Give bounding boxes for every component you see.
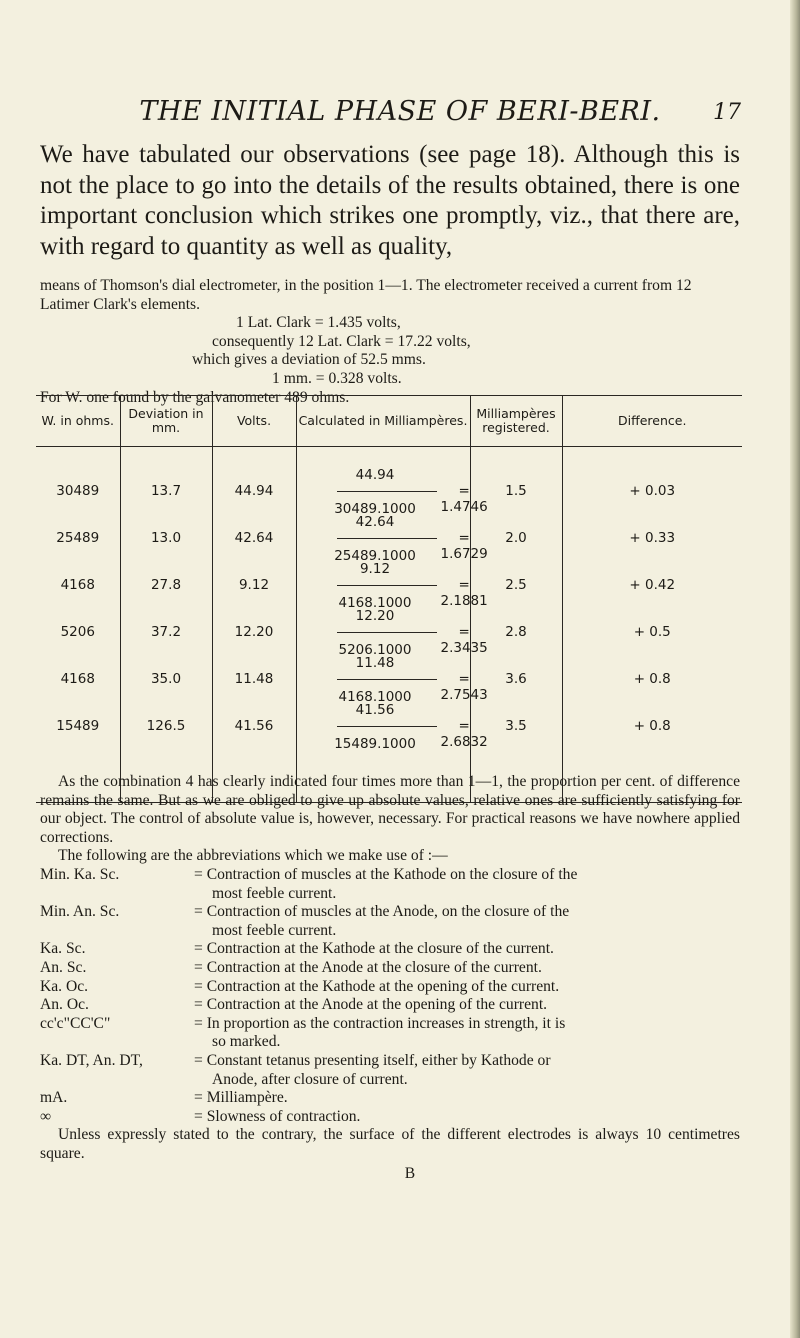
table-cell: 3.5 (505, 718, 527, 734)
volts-column (213, 447, 296, 802)
calculated-column (297, 447, 488, 802)
abbreviation-item (40, 903, 740, 940)
intro-line: For W. one found by the galvanometer 489 ohms. (40, 388, 350, 406)
table-cell: 5206 (60, 624, 95, 640)
difference-column (563, 447, 743, 802)
abbreviation-definition (194, 1089, 740, 1108)
abbreviation-key: cc'c"CC'C" (40, 1014, 111, 1032)
abbreviation-definition (194, 866, 740, 903)
fraction-denominator: 25489.1000 (334, 548, 416, 564)
fraction-result: = 2.1881 (440, 577, 488, 609)
abbreviation-item (40, 1108, 740, 1127)
abbreviation-definition (194, 1108, 740, 1127)
table-cell: + 0.8 (633, 671, 671, 687)
definition-text: = Contraction at the Anode at the opening of the current. (194, 996, 548, 1014)
column-header: Milliampères registered. (470, 396, 562, 447)
table-cell: 2.8 (505, 624, 527, 640)
intro-line: which gives a deviation of 52.5 mms. (192, 351, 426, 369)
abbreviation-key: Min. Ka. Sc. (40, 865, 120, 883)
fraction-denominator: 5206.1000 (338, 642, 412, 658)
abbreviation-item (40, 1089, 740, 1108)
table-cell: 37.2 (150, 624, 182, 640)
paragraph: Unless expressly stated to the contrary, the surface of the different electrodes is always 10 centimetres square. (40, 1126, 740, 1162)
fraction-result: = 2.6832 (440, 718, 488, 750)
fraction-numerator: 11.48 (355, 655, 395, 671)
table-cell: 42.64 (234, 530, 274, 546)
table-cell: 126.5 (146, 718, 186, 734)
fraction-result: = 1.4746 (440, 483, 488, 515)
definition-text: = Contraction at the Kathode at the opening of the current. (194, 977, 560, 995)
fraction-result: = 2.7543 (440, 671, 488, 703)
registered-column (471, 447, 562, 802)
definition-text: = Constant tetanus presenting itself, either by Kathode or (194, 1051, 551, 1069)
table-cell: 4168 (60, 577, 95, 593)
intro-line: 1 mm. = 0.328 volts. (272, 369, 402, 387)
abbreviation-key: mA. (40, 1089, 68, 1107)
intro-line: consequently 12 Lat. Clark = 17.22 volts, (212, 332, 471, 350)
abbreviation-definition (194, 1015, 740, 1052)
fraction-bar (337, 679, 437, 680)
abbreviation-item (40, 978, 740, 997)
fraction-numerator: 42.64 (355, 514, 395, 530)
table-cell: 4168 (60, 671, 95, 687)
fraction-bar (337, 726, 437, 727)
abbreviation-key: Ka. Sc. (40, 940, 86, 958)
fraction-numerator: 9.12 (359, 561, 391, 577)
page-number: 17 (713, 100, 741, 125)
ohms-column (36, 447, 120, 802)
abbreviation-item (40, 1052, 740, 1089)
table-cell: 41.56 (234, 718, 274, 734)
abbreviation-key: An. Sc. (40, 958, 87, 976)
intro-line: 1 Lat. Clark = 1.435 volts, (236, 314, 401, 332)
column-header: Calculated in Milliampères. (296, 396, 470, 447)
table-body (36, 447, 742, 803)
table-cell: 44.94 (234, 483, 274, 499)
table-cell: 2.5 (505, 577, 527, 593)
fraction-denominator: 30489.1000 (334, 501, 416, 517)
column-header: Difference. (562, 396, 742, 447)
deviation-column (121, 447, 212, 802)
table-cell: + 0.8 (633, 718, 671, 734)
body-text (40, 773, 740, 1184)
fraction-bar (337, 585, 437, 586)
paragraph: As the combination 4 has clearly indicated four times more than 1—1, the proportion per cent. of difference remains the same. But as we are obliged to give up absolute values, relative ones are sufficiently satisfying for our object. The control of absolute value is, however, necessary. For practical reasons we have nowhere applied corrections. (40, 773, 740, 846)
fraction-numerator: 44.94 (355, 467, 395, 483)
fraction-numerator: 12.20 (355, 608, 395, 624)
abbreviation-definition (194, 1052, 740, 1089)
table-cell: + 0.42 (629, 577, 676, 593)
abbreviation-definition (194, 996, 740, 1015)
abbreviation-item (40, 996, 740, 1015)
definition-text: = Slowness of contraction. (194, 1107, 361, 1125)
table-cell: 35.0 (150, 671, 182, 687)
intro-line: means of Thomson's dial electrometer, in the position 1—1. The electrometer received a current from 12 Latimer Clark's elements. (40, 277, 692, 313)
column-header: Deviation in mm. (120, 396, 212, 447)
table-cell: 12.20 (234, 624, 274, 640)
definition-text: = In proportion as the contraction increases in strength, it is (194, 1014, 566, 1032)
abbreviation-item (40, 1015, 740, 1052)
fraction-denominator: 4168.1000 (338, 595, 412, 611)
fraction-bar (337, 538, 437, 539)
table-header-row (36, 396, 742, 447)
table-cell: 13.7 (150, 483, 182, 499)
table-cell: 15489 (56, 718, 100, 734)
table-cell: 2.0 (505, 530, 527, 546)
lead-text: We have tabulated our observations (see page 18). Although this is not the place to go into the details of the results obtained, there is one important conclusion which strikes one promptly, viz., that there are, with regard to quantity as well as quality, (40, 141, 740, 260)
abbreviation-list (40, 866, 740, 1126)
definition-text: = Contraction at the Kathode at the closure of the current. (194, 940, 554, 958)
column-header: Volts. (212, 396, 296, 447)
table-cell: 1.5 (505, 483, 527, 499)
definition-continuation: Anode, after closure of current. (212, 1070, 408, 1088)
definition-continuation: most feeble current. (212, 884, 337, 902)
abbreviation-item (40, 866, 740, 903)
abbreviation-definition (194, 959, 740, 978)
definition-text: = Contraction of muscles at the Anode, on the closure of the (194, 903, 570, 921)
measurement-table (36, 395, 742, 803)
table-cell: 27.8 (150, 577, 182, 593)
paragraph: The following are the abbreviations which we make use of :— (58, 847, 448, 865)
abbreviation-key: ∞ (40, 1107, 52, 1125)
fraction-result: = 1.6729 (440, 530, 488, 562)
table-cell: + 0.5 (633, 624, 671, 640)
definition-continuation: so marked. (212, 1033, 281, 1051)
column-header: W. in ohms. (36, 396, 120, 447)
table-cell: + 0.33 (629, 530, 676, 546)
abbreviation-definition (194, 940, 740, 959)
abbreviation-key: Ka. DT, An. DT, (40, 1051, 143, 1069)
table-cell: + 0.03 (629, 483, 676, 499)
abbreviation-key: Ka. Oc. (40, 977, 89, 995)
table-cell: 25489 (56, 530, 100, 546)
definition-text: = Milliampère. (194, 1089, 288, 1107)
table-cell: 9.12 (238, 577, 270, 593)
fraction-bar (337, 491, 437, 492)
table-cell: 30489 (56, 483, 100, 499)
fraction-denominator: 15489.1000 (334, 736, 416, 752)
abbreviation-definition (194, 903, 740, 940)
abbreviation-key: An. Oc. (40, 996, 89, 1014)
fraction-numerator: 41.56 (355, 702, 395, 718)
page-title: THE INITIAL PHASE OF BERI-BERI. (139, 96, 661, 127)
abbreviation-definition (194, 978, 740, 997)
signature-mark: B (404, 1165, 416, 1183)
intro-block (40, 277, 740, 407)
table-cell: 11.48 (234, 671, 274, 687)
lead-paragraph (40, 140, 740, 262)
table-cell: 13.0 (150, 530, 182, 546)
fraction-bar (337, 632, 437, 633)
table-cell: 3.6 (505, 671, 527, 687)
abbreviation-item (40, 940, 740, 959)
definition-continuation: most feeble current. (212, 921, 337, 939)
fraction-denominator: 4168.1000 (338, 689, 412, 705)
abbreviation-key: Min. An. Sc. (40, 903, 120, 921)
definition-text: = Contraction at the Anode at the closure of the current. (194, 958, 542, 976)
abbreviation-item (40, 959, 740, 978)
definition-text: = Contraction of muscles at the Kathode on the closure of the (194, 865, 578, 883)
page-edge (790, 0, 800, 1338)
running-head (0, 96, 800, 127)
fraction-result: = 2.3435 (440, 624, 488, 656)
